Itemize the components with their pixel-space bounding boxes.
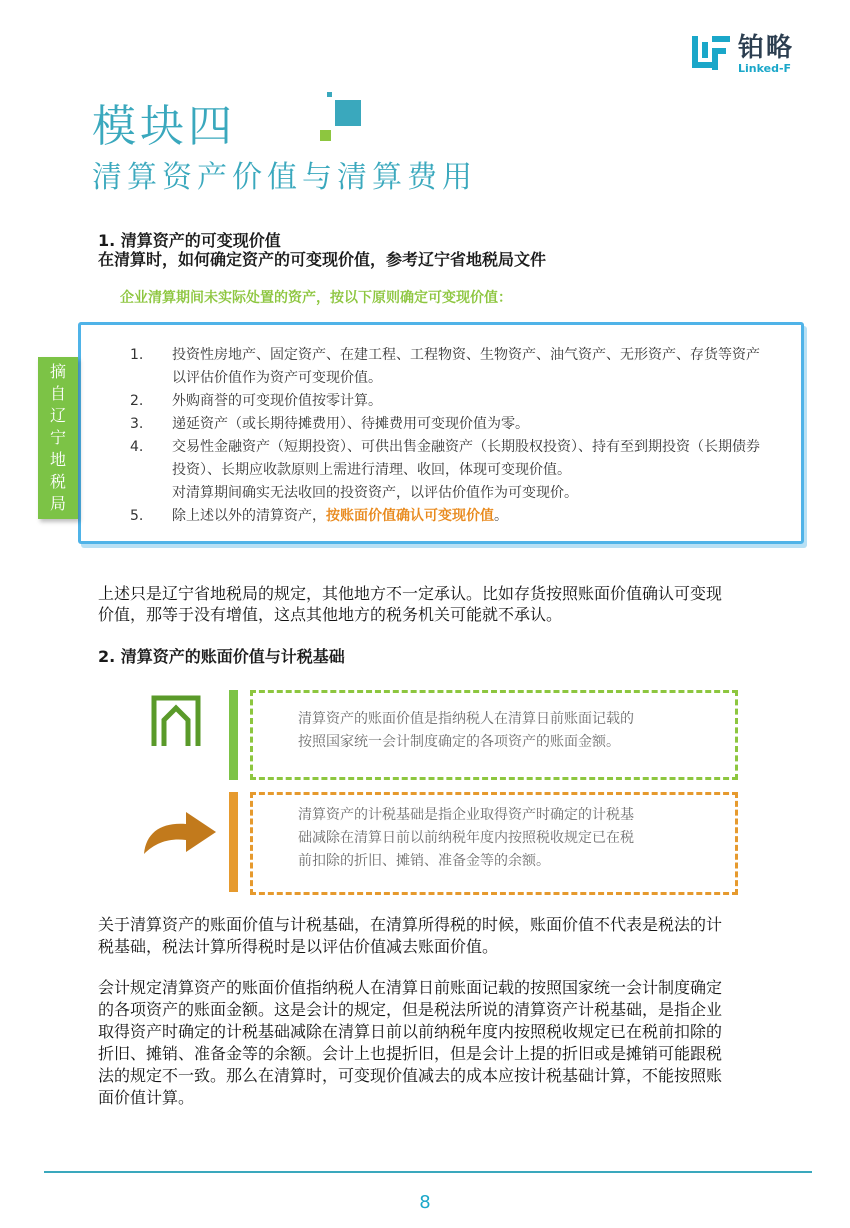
paragraph-line: 税基础，税法计算所得税时是以评估价值减去账面价值。 [98, 937, 499, 956]
logo-mark-icon [692, 34, 732, 74]
paragraph-line: 会计规定清算资产的账面价值指纳税人在清算日前账面记载的按照国家统一会计制度确定 [98, 978, 723, 997]
definition-text: 础减除在清算日前以前纳税年度内按照税收规定已在税 [298, 830, 634, 846]
definition-text: 前扣除的折旧、摊销、准备金等的余额。 [298, 853, 550, 869]
excerpt-list [116, 344, 766, 528]
decor-square [335, 100, 361, 126]
note-line: 上述只是辽宁省地税局的规定，其他地方不一定承认。比如存货按照账面价值确认可变现 [98, 584, 723, 603]
house-icon [150, 692, 202, 746]
list-item: 4. 交易性金融资产（短期投资）、可供出售金融资产（长期股权投资）、持有至到期投资（长期债券投资）、长期应收款原则上需进行清理、收回，体现可变现价值。 [130, 439, 760, 478]
paragraph-line: 取得资产时确定的计税基础减除在清算日前以前纳税年度内按照税收规定已在税前扣除的 [98, 1022, 723, 1041]
paragraph-line: 关于清算资产的账面价值与计税基础，在清算所得税的时候，账面价值不代表是税法的计 [98, 915, 723, 934]
list-item: 3. 递延资产（或长期待摊费用）、待摊费用可变现价值为零。 [130, 416, 529, 432]
logo-text-en: Linked-F [738, 62, 792, 75]
module-title: 模块四 [92, 101, 236, 152]
list-item-extra: 对清算期间确实无法收回的投资资产，以评估价值作为可变现价。 [172, 485, 578, 501]
orange-bar [229, 792, 238, 892]
page-number: 8 [419, 1192, 431, 1213]
footer-divider [44, 1171, 812, 1173]
decor-square [320, 130, 331, 141]
section-1-subheading: 在清算时，如何确定资产的可变现价值，参考辽宁省地税局文件 [98, 250, 547, 269]
paragraph-line: 面价值计算。 [98, 1088, 195, 1107]
list-item: 1. 投资性房地产、固定资产、在建工程、工程物资、生物资产、油气资产、无形资产、存货等资产以评估价值作为资产可变现价值。 [130, 347, 760, 386]
logo-text-cn: 铂略 [738, 33, 795, 63]
excerpt-box [78, 322, 804, 544]
list-item: 5. 除上述以外的清算资产，按账面价值确认可变现价值。 [130, 508, 508, 524]
paragraph-line: 折旧、摊销、准备金等的余额。会计上也提折旧，但是会计上提的折旧或是摊销可能跟税 [98, 1044, 723, 1063]
brand-logo [692, 34, 812, 78]
list-item: 2. 外购商誉的可变现价值按零计算。 [130, 393, 382, 409]
module-subtitle: 清算资产价值与清算费用 [92, 160, 477, 195]
note-line: 价值，那等于没有增值，这点其他地方的税务机关可能就不承认。 [98, 605, 563, 624]
highlight-text: 按账面价值确认可变现价值 [326, 508, 494, 524]
definition-text: 按照国家统一会计制度确定的各项资产的账面金额。 [298, 734, 620, 750]
curved-arrow-icon [142, 808, 218, 854]
source-tag: 摘 自 辽 宁 地 税 局 [38, 357, 78, 519]
box-intro: 企业清算期间未实际处置的资产，按以下原则确定可变现价值： [120, 290, 512, 306]
paragraph-line: 法的规定不一致。那么在清算时，可变现价值减去的成本应按计税基础计算，不能按照账 [98, 1066, 723, 1085]
section-2-heading: 2. 清算资产的账面价值与计税基础 [98, 647, 345, 666]
section-1-heading: 1. 清算资产的可变现价值 [98, 231, 281, 250]
definition-text: 清算资产的账面价值是指纳税人在清算日前账面记载的 [298, 711, 634, 727]
decor-square [327, 92, 332, 97]
paragraph-line: 的各项资产的账面金额。这是会计的规定，但是税法所说的清算资产计税基础，是指企业 [98, 1000, 723, 1019]
definition-text: 清算资产的计税基础是指企业取得资产时确定的计税基 [298, 807, 634, 823]
green-bar [229, 690, 238, 780]
